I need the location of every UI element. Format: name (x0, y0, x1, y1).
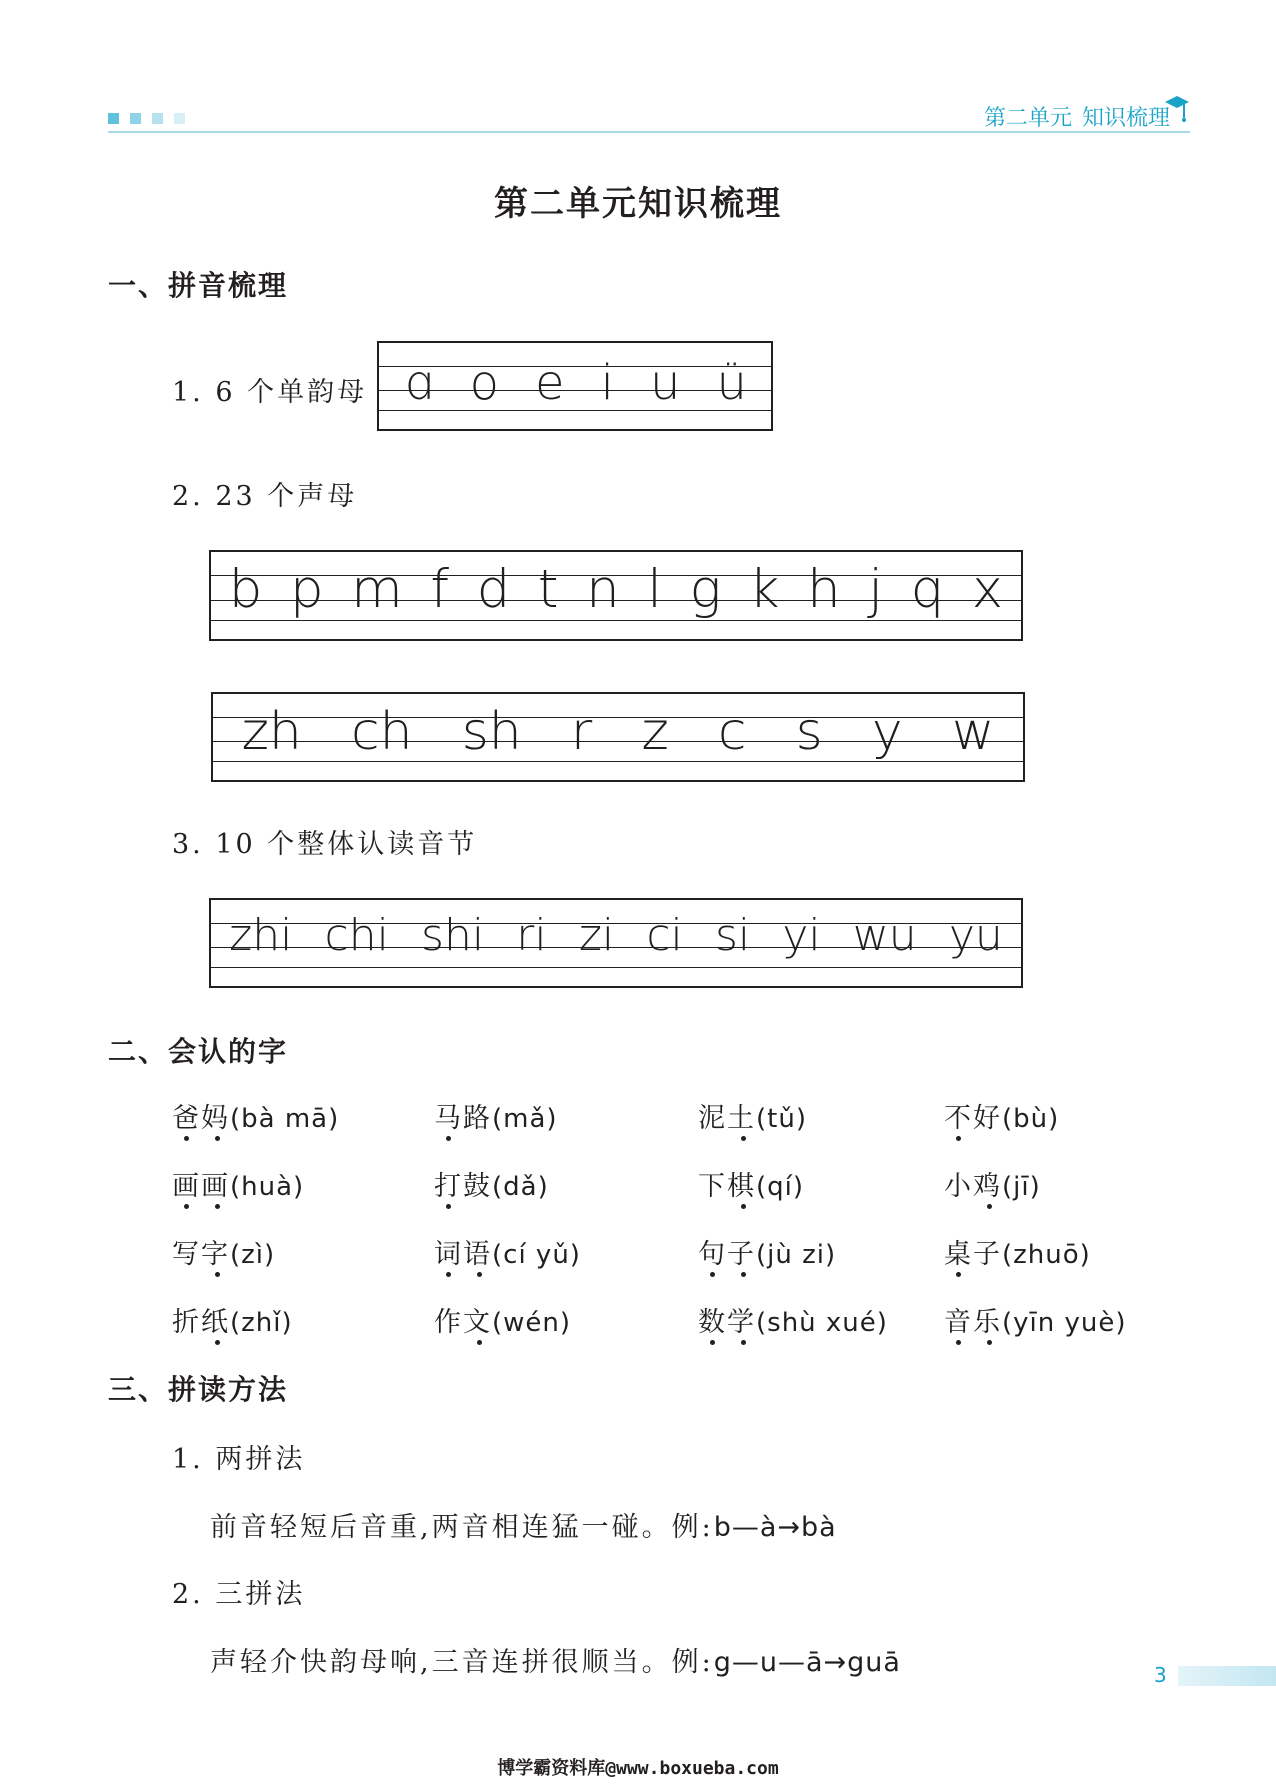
character-entry (172, 1096, 339, 1135)
emphasis-dot (215, 1272, 220, 1277)
character-entry (434, 1096, 558, 1135)
character-pinyin: (yīn yuè) (1002, 1308, 1127, 1338)
initial-letter: q (910, 559, 945, 620)
syllable: shi (421, 910, 485, 961)
vowels-letters (379, 355, 771, 411)
method2-example: g—u—ā→guā (713, 1647, 901, 1678)
character-entry (944, 1096, 1059, 1135)
character-pinyin: (zhǐ) (230, 1308, 293, 1338)
page-number-bar (1178, 1666, 1276, 1686)
method2-text: 声轻介快韵母响,三音连拼很顺当。例: (210, 1647, 714, 1678)
character-hanzi: 泥土 (698, 1103, 756, 1134)
character-hanzi: 数学 (698, 1307, 756, 1338)
character-entry (172, 1232, 275, 1271)
emphasis-dot (710, 1340, 715, 1345)
character-entry (698, 1300, 888, 1339)
character-hanzi: 爸妈 (172, 1103, 230, 1134)
initial-letter: b (228, 559, 263, 620)
syllable: yu (948, 910, 1003, 961)
item-vowels-label: 1. 6 个单韵母 (172, 377, 368, 408)
emphasis-dot (215, 1340, 220, 1345)
method2-text-line (210, 1640, 901, 1679)
method1-example: b—à→bà (713, 1512, 837, 1543)
character-pinyin: (shù xué) (756, 1308, 888, 1338)
initial-letter: sh (461, 702, 522, 762)
method2-label: 2. 三拼法 (172, 1579, 306, 1610)
emphasis-dot (741, 1340, 746, 1345)
character-pinyin: (dǎ) (492, 1172, 549, 1202)
initial-letter: r (570, 702, 593, 762)
character-hanzi: 词语 (434, 1239, 492, 1270)
method1-label: 1. 两拼法 (172, 1444, 306, 1475)
initial-letter: y (871, 702, 903, 762)
emphasis-dot (741, 1204, 746, 1209)
initial-letter: j (868, 559, 884, 620)
emphasis-dot (710, 1272, 715, 1277)
emphasis-dot (741, 1136, 746, 1141)
syllable: chi (324, 910, 389, 961)
character-pinyin: (jī) (1002, 1172, 1041, 1202)
character-hanzi: 不好 (944, 1103, 1002, 1134)
character-hanzi: 马路 (434, 1103, 492, 1134)
page-number: 3 (1154, 1663, 1167, 1687)
character-hanzi: 作文 (434, 1307, 492, 1338)
section-heading-pinyin: 一、拼音梳理 (108, 269, 289, 302)
character-hanzi: 写字 (172, 1239, 230, 1270)
character-pinyin: (qí) (756, 1172, 805, 1202)
character-entry (698, 1096, 807, 1135)
character-entry (172, 1164, 304, 1203)
initial-letter: z (641, 702, 669, 762)
character-hanzi: 音乐 (944, 1307, 1002, 1338)
header-decoration-square (130, 113, 141, 124)
initial-letter: h (807, 559, 841, 620)
character-entry (434, 1300, 571, 1339)
initial-letter: g (689, 559, 722, 620)
syllable: zi (578, 910, 615, 961)
initial-letter: p (289, 559, 324, 620)
character-pinyin: (bù) (1002, 1104, 1060, 1134)
initial-letter: s (795, 702, 823, 762)
character-pinyin: (bà mā) (230, 1104, 340, 1134)
character-pinyin: (mǎ) (492, 1104, 558, 1134)
vowels-grid (377, 341, 773, 431)
emphasis-dot (956, 1136, 961, 1141)
syllable: ci (646, 910, 683, 961)
initial-letter: n (586, 559, 620, 620)
header-topic: 知识梳理 (1082, 106, 1171, 131)
character-entry (944, 1164, 1041, 1203)
character-pinyin: (zì) (230, 1240, 276, 1270)
header-decoration-square (152, 113, 163, 124)
initials-letters-row2 (213, 702, 1023, 762)
character-pinyin: (cí yǔ) (492, 1240, 581, 1270)
character-entry (172, 1300, 293, 1339)
emphasis-dot (446, 1204, 451, 1209)
vowel-letter: ü (716, 355, 747, 411)
vowel-letter: u (650, 355, 681, 411)
emphasis-dot (987, 1340, 992, 1345)
graduation-cap-icon (1164, 94, 1190, 126)
header-decoration-square (108, 113, 119, 124)
emphasis-dot (446, 1272, 451, 1277)
initial-letter: l (647, 559, 662, 620)
emphasis-dot (446, 1136, 451, 1141)
character-entry (434, 1232, 581, 1271)
character-hanzi: 画画 (172, 1171, 230, 1202)
character-hanzi: 桌子 (944, 1239, 1002, 1270)
character-pinyin: (zhuō) (1002, 1240, 1091, 1270)
emphasis-dot (956, 1272, 961, 1277)
emphasis-dot (956, 1340, 961, 1345)
item-initials-label: 2. 23 个声母 (172, 481, 358, 512)
initial-letter: m (351, 559, 403, 620)
vowel-letter: i (600, 355, 614, 411)
character-hanzi: 下棋 (698, 1171, 756, 1202)
character-hanzi: 打鼓 (434, 1171, 492, 1202)
method1-text: 前音轻短后音重,两音相连猛一碰。例: (210, 1512, 714, 1543)
character-hanzi: 句子 (698, 1239, 756, 1270)
initial-letter: w (951, 702, 995, 762)
footer-watermark: 博学霸资料库@www.boxueba.com (497, 1758, 779, 1779)
vowel-letter: ɑ (403, 355, 434, 411)
character-hanzi: 折纸 (172, 1307, 230, 1338)
initials-grid-row2 (211, 692, 1025, 782)
syllable: yi (782, 910, 821, 961)
emphasis-dot (184, 1136, 189, 1141)
emphasis-dot (987, 1204, 992, 1209)
initial-letter: c (717, 702, 747, 762)
syllables-grid (209, 898, 1023, 988)
emphasis-dot (215, 1204, 220, 1209)
character-entry (944, 1300, 1127, 1339)
emphasis-dot (477, 1340, 482, 1345)
character-pinyin: (wén) (492, 1308, 572, 1338)
initials-letters-row1 (211, 559, 1021, 620)
emphasis-dot (215, 1136, 220, 1141)
item-syllables-label: 3. 10 个整体认读音节 (172, 829, 478, 860)
section-heading-methods: 三、拼读方法 (108, 1373, 289, 1406)
section-heading-characters: 二、会认的字 (108, 1035, 289, 1068)
syllable: zhi (229, 910, 293, 961)
syllable: wu (852, 910, 917, 961)
header-decoration-square (174, 113, 185, 124)
vowel-letter: o (469, 355, 499, 411)
emphasis-dot (477, 1272, 482, 1277)
character-pinyin: (jù zi) (756, 1240, 837, 1270)
emphasis-dot (741, 1272, 746, 1277)
character-pinyin: (huà) (230, 1172, 305, 1202)
character-pinyin: (tǔ) (756, 1104, 807, 1134)
page-title: 第二单元知识梳理 (494, 184, 782, 224)
initial-letter: x (971, 559, 1004, 620)
initial-letter: zh (241, 702, 302, 762)
character-entry (434, 1164, 549, 1203)
emphasis-dot (184, 1204, 189, 1209)
vowel-letter: e (535, 355, 565, 411)
initial-letter: k (748, 559, 780, 620)
character-entry (944, 1232, 1091, 1271)
initial-letter: t (537, 559, 559, 620)
initial-letter: d (476, 559, 511, 620)
character-hanzi: 小鸡 (944, 1171, 1002, 1202)
header-unit: 第二单元 (984, 106, 1073, 131)
initial-letter: ch (351, 702, 413, 762)
initials-grid-row1 (209, 550, 1023, 641)
syllables-letters (211, 910, 1021, 961)
method1-text-line (210, 1505, 837, 1544)
syllable: ri (516, 910, 547, 961)
character-entry (698, 1164, 804, 1203)
syllable: si (714, 910, 751, 961)
character-entry (698, 1232, 836, 1271)
initial-letter: f (430, 559, 450, 620)
